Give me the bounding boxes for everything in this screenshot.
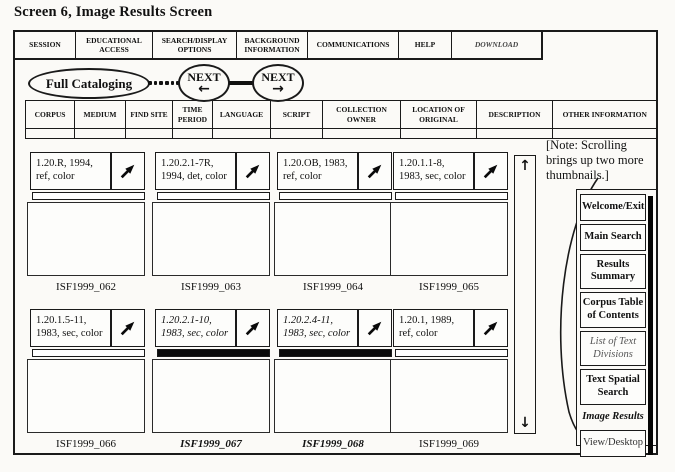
scrolling-note: [Note: Scrolling brings up two more thumbnails.] [546,138,644,182]
menu-item-communications[interactable]: COMMUNICATIONS [308,32,399,58]
thumbnail-image[interactable] [390,359,508,433]
thumbnail-statusbar-selected [279,349,392,357]
column-header-find-site: FIND SITE [126,101,173,128]
thumbnail-image[interactable] [274,359,392,433]
enlarge-arrow-icon[interactable] [358,309,392,347]
thumbnail-label: 1.20.1.1-8, 1983, sec, color [393,152,474,190]
thumbnail-card [27,152,145,293]
solid-connector [229,81,253,85]
sidebar-item-list-of-text-divisions[interactable]: List of Text Divisions [580,331,646,367]
full-cataloging-button[interactable]: Full Cataloging [28,68,150,99]
menu-item-session[interactable]: SESSION [15,32,76,58]
page-title: Screen 6, Image Results Screen [14,4,213,20]
thumbnail-id: ISF1999_065 [419,281,479,293]
enlarge-arrow-icon[interactable] [474,309,508,347]
thumbnail-label: 1.20.1, 1989, ref, color [393,309,474,347]
thumbnail-image[interactable] [390,202,508,276]
thumbnail-image[interactable] [152,359,270,433]
column-header-band [25,100,658,139]
enlarge-arrow-icon[interactable] [236,309,270,347]
thumbnail-statusbar [395,192,508,200]
enlarge-arrow-icon[interactable] [358,152,392,190]
thumbnail-statusbar [395,349,508,357]
dotted-connector [148,81,180,85]
column-header-description: DESCRIPTION [477,101,553,128]
column-header-script: SCRIPT [271,101,323,128]
thumbnail-card [390,152,508,293]
enlarge-arrow-icon[interactable] [111,309,145,347]
sidebar-item-results-summary[interactable]: Results Summary [580,254,646,290]
arrow-left-icon: ← [198,80,210,97]
thumbnail-card [152,309,270,450]
thumbnail-image[interactable] [27,202,145,276]
column-header-language: LANGUAGE [213,101,271,128]
sidebar-item-corpus-table-of-contents[interactable]: Corpus Table of Contents [580,292,646,328]
thumbnail-statusbar [157,192,270,200]
menu-item-background-information[interactable]: BACKGROUND INFORMATION [237,32,308,58]
sidebar-item-welcome-exit[interactable]: Welcome/Exit [580,194,646,221]
thumbnail-id: ISF1999_064 [303,281,363,293]
sidebar-item-image-results[interactable]: Image Results [582,410,644,422]
sidebar-item-text-spatial-search[interactable]: Text Spatial Search [580,369,646,405]
thumbnail-card [152,152,270,293]
thumbnail-card [274,152,392,293]
sidebar-item-view-desktop[interactable]: View/Desktop [580,430,646,457]
menu-item-help[interactable]: HELP [399,32,452,58]
thumbnail-statusbar [279,192,392,200]
thumbnail-card [27,309,145,450]
thumbnail-statusbar [32,349,145,357]
menu-item-search-display-options[interactable]: SEARCH/DISPLAY OPTIONS [153,32,237,58]
column-header-collection-owner: COLLECTION OWNER [323,101,401,128]
thumbnail-image[interactable] [274,202,392,276]
thumbnail-id: ISF1999_063 [181,281,241,293]
thumbnail-card [274,309,392,450]
enlarge-arrow-icon[interactable] [111,152,145,190]
thumbnail-card [390,309,508,450]
thumbnail-id: ISF1999_067 [180,438,242,450]
arrow-right-icon: → [272,80,284,97]
enlarge-arrow-icon[interactable] [236,152,270,190]
column-header-location-of-original: LOCATION OF ORIGINAL [401,101,477,128]
menu-bar [13,30,543,60]
thumbnail-id: ISF1999_069 [419,438,479,450]
thumbnail-statusbar-selected [157,349,270,357]
scroll-down-icon[interactable]: ↓ [519,415,531,431]
thumbnail-id: ISF1999_062 [56,281,116,293]
thumbnail-label: 1.20.2.4-11, 1983, sec, color [277,309,358,347]
thumbnail-id: ISF1999_068 [302,438,364,450]
thumbnail-image[interactable] [152,202,270,276]
scroll-up-icon[interactable]: ↑ [519,158,531,174]
thumbnail-label: 1.20.2.1-7R, 1994, det, color [155,152,236,190]
next-forward-label: NEXT [261,69,295,84]
column-header-corpus: CORPUS [26,101,75,128]
column-header-other-information: OTHER INFORMATION [553,101,658,128]
results-scrollbar[interactable] [514,155,536,434]
thumbnail-image[interactable] [27,359,145,433]
menu-item-download[interactable]: DOWNLOAD [474,40,519,50]
column-header-row [25,100,658,129]
thumbnail-label: 1.20.1.5-11, 1983, sec, color [30,309,111,347]
next-back-label: NEXT [187,69,221,84]
sidebar-item-main-search[interactable]: Main Search [580,224,646,251]
column-header-medium: MEDIUM [75,101,126,128]
column-header-time-period: TIME PERIOD [173,101,213,128]
thumbnail-label: 1.20.OB, 1983, ref, color [277,152,358,190]
next-back-button[interactable] [178,64,230,102]
thumbnail-id: ISF1999_066 [56,438,116,450]
enlarge-arrow-icon[interactable] [474,152,508,190]
menu-item-educational-access[interactable]: EDUCATIONAL ACCESS [76,32,153,58]
sidebar-shadow [648,196,653,455]
thumbnail-label: 1.20.2.1-10, 1983, sec, color [155,309,236,347]
thumbnail-statusbar [32,192,145,200]
thumbnail-label: 1.20.R, 1994, ref, color [30,152,111,190]
main-frame [13,30,658,455]
navigation-sidebar [576,189,657,446]
next-forward-button[interactable] [252,64,304,102]
